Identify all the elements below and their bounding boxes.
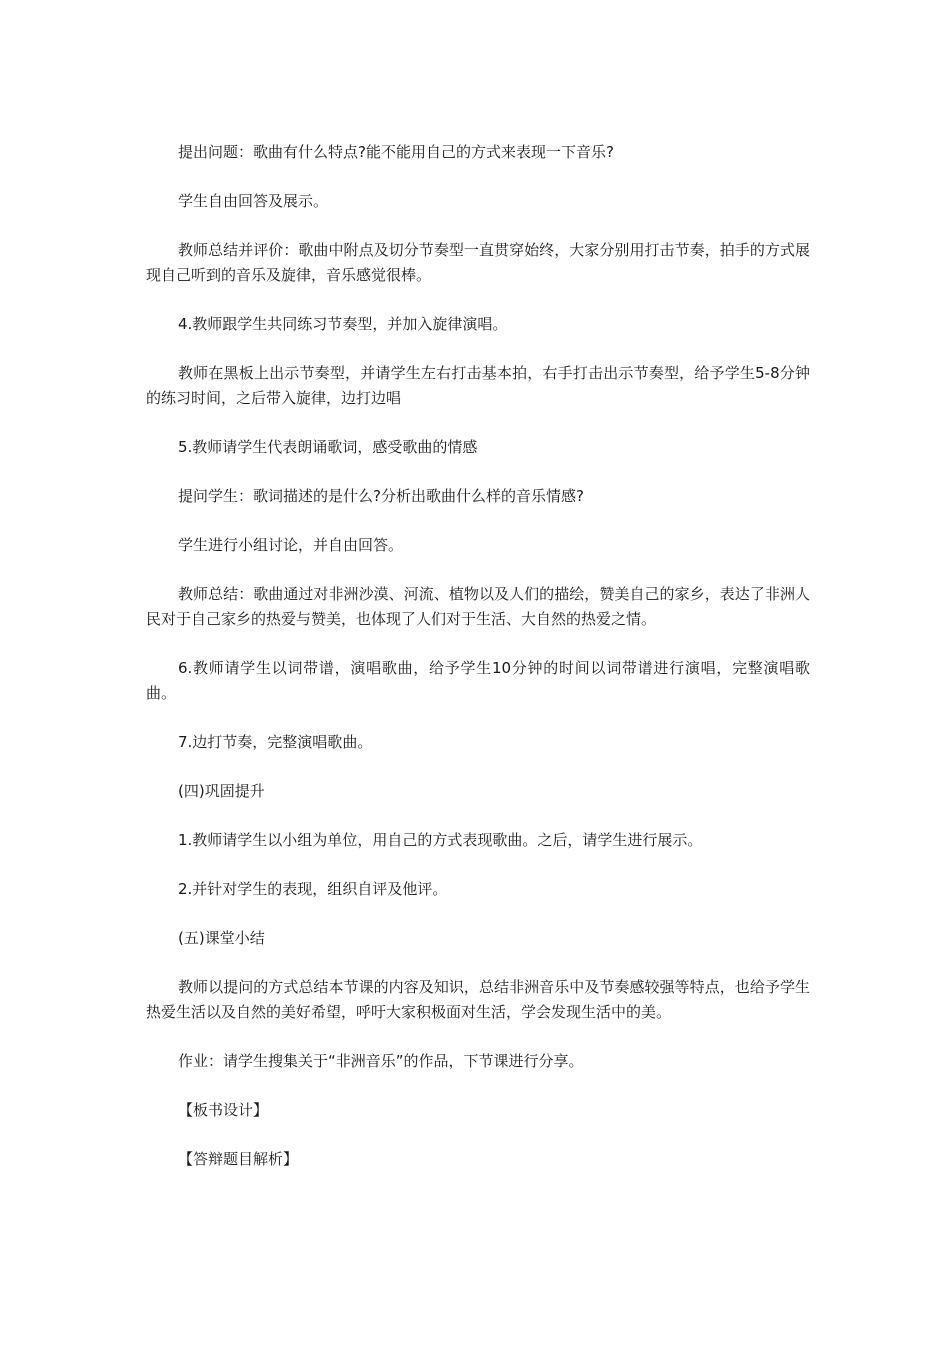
paragraph: 教师总结并评价：歌曲中附点及切分节奏型一直贯穿始终，大家分别用打击节奏，拍手的方式展现自己听到的音乐及旋律，音乐感觉很棒。 <box>146 241 810 284</box>
paragraph: 学生进行小组讨论，并自由回答。 <box>178 536 404 554</box>
paragraph: 教师以提问的方式总结本节课的内容及知识，总结非洲音乐中及节奏感较强等特点，也给予学生热爱生活以及自然的美好希望，呼吁大家积极面对生活，学会发现生活中的美。 <box>146 978 810 1021</box>
paragraph: 7.边打节奏，完整演唱歌曲。 <box>178 733 373 751</box>
paragraph: 5.教师请学生代表朗诵歌词，感受歌曲的情感 <box>178 438 478 456</box>
paragraph: 6.教师请学生以词带谱，演唱歌曲，给予学生10分钟的时间以词带谱进行演唱，完整演唱歌曲。 <box>146 659 810 702</box>
section-heading: 【板书设计】 <box>178 1101 269 1119</box>
section-heading: (五)课堂小结 <box>178 929 265 947</box>
paragraph: 提问学生：歌词描述的是什么?分析出歌曲什么样的音乐情感? <box>178 487 584 505</box>
paragraph: 4.教师跟学生共同练习节奏型，并加入旋律演唱。 <box>178 315 508 333</box>
document-page <box>146 140 810 1196</box>
paragraph: 2.并针对学生的表现，组织自评及他评。 <box>178 880 448 898</box>
paragraph: 教师在黑板上出示节奏型，并请学生左右打击基本拍，右手打击出示节奏型，给予学生5-8分钟的练习时间，之后带入旋律，边打边唱 <box>146 364 810 407</box>
paragraph: 1.教师请学生以小组为单位，用自己的方式表现歌曲。之后，请学生进行展示。 <box>178 831 703 849</box>
section-heading: (四)巩固提升 <box>178 782 265 800</box>
paragraph: 教师总结：歌曲通过对非洲沙漠、河流、植物以及人们的描绘，赞美自己的家乡，表达了非洲人民对于自己家乡的热爱与赞美，也体现了人们对于生活、大自然的热爱之情。 <box>146 585 810 628</box>
paragraph: 学生自由回答及展示。 <box>178 192 329 210</box>
paragraph: 提出问题：歌曲有什么特点?能不能用自己的方式来表现一下音乐? <box>178 143 614 161</box>
section-heading: 【答辩题目解析】 <box>178 1150 299 1168</box>
paragraph: 作业：请学生搜集关于“非洲音乐”的作品，下节课进行分享。 <box>178 1052 584 1070</box>
